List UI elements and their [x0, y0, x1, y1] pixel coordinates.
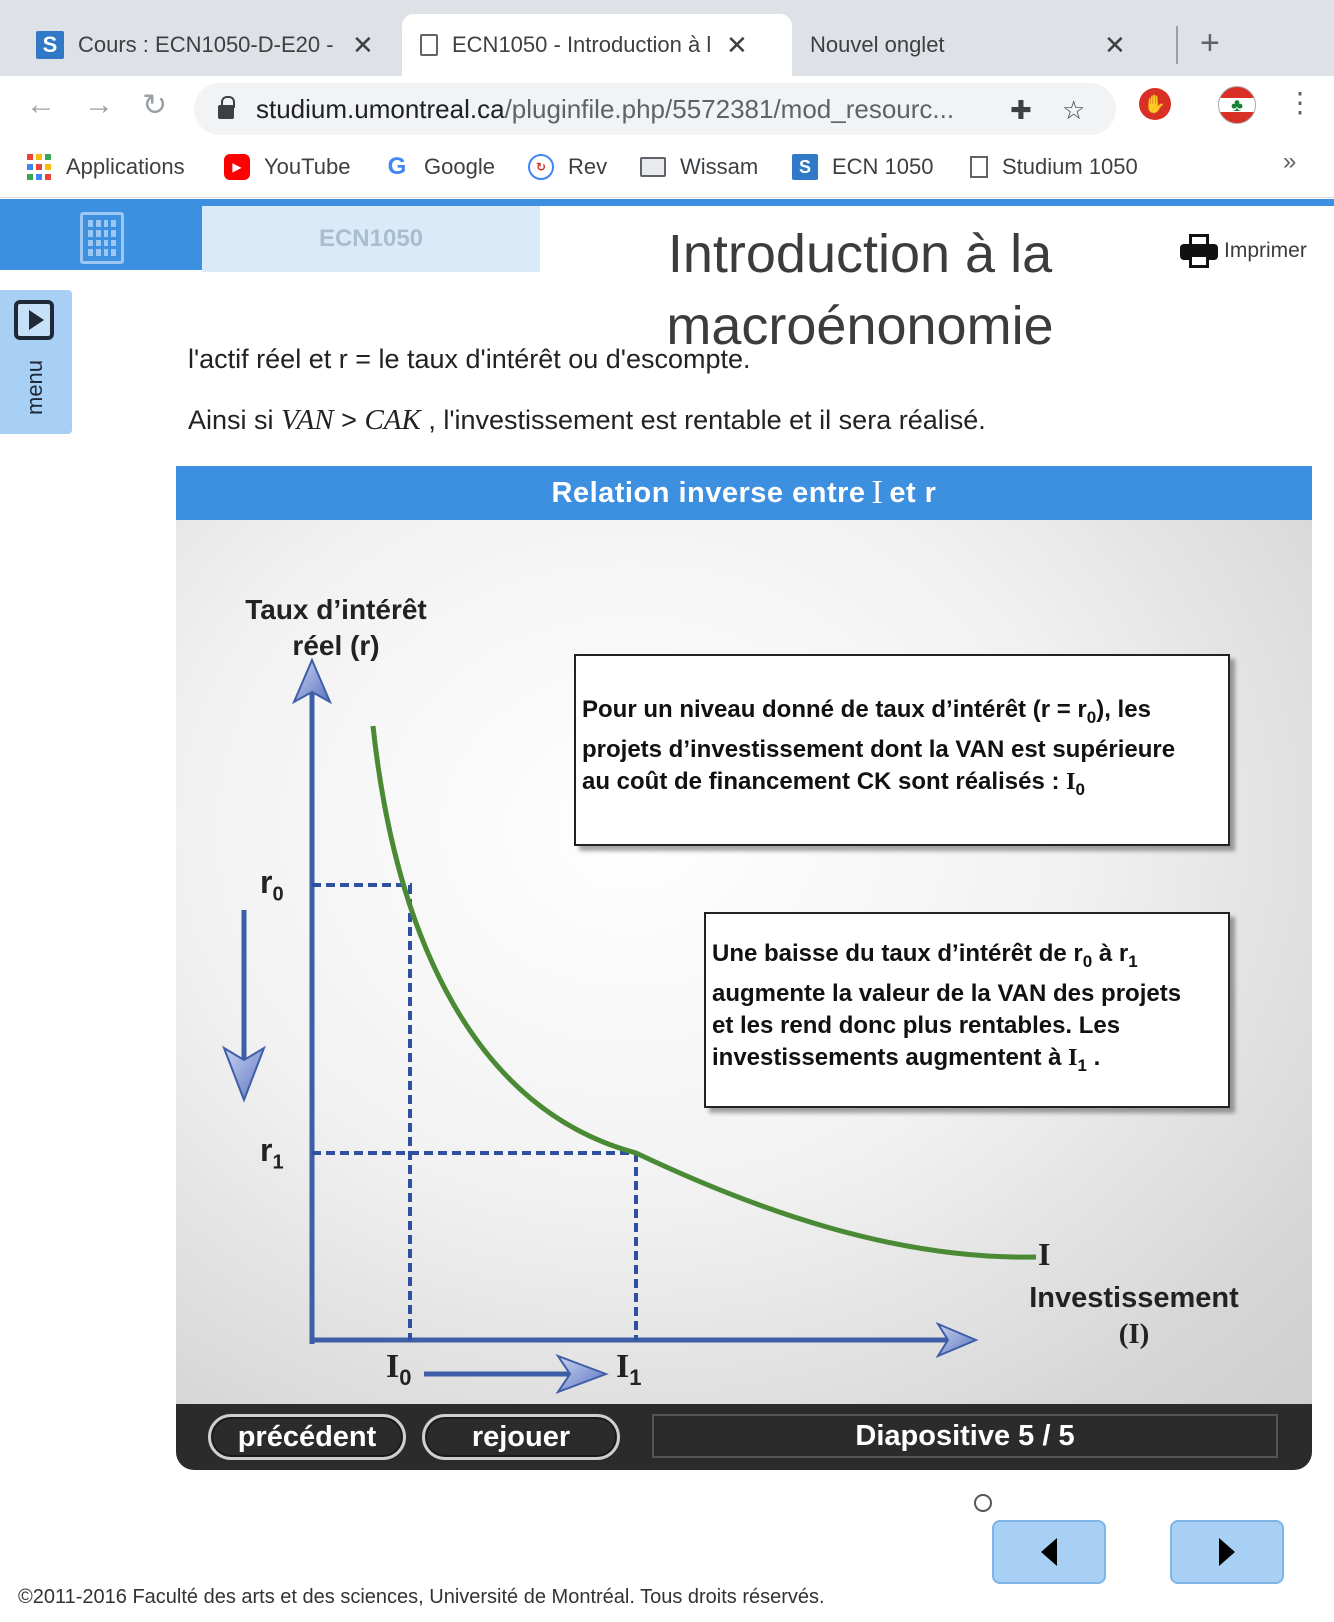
menu-kebab-icon[interactable]: ⋮: [1286, 87, 1314, 118]
chevron-left-icon: [1041, 1538, 1057, 1566]
chevron-right-icon: [1219, 1538, 1235, 1566]
profile-avatar[interactable]: ♣: [1218, 86, 1256, 124]
forward-arrow-icon[interactable]: →: [84, 88, 114, 121]
r1-tick-label: $r_1$: [260, 1132, 284, 1174]
home-block[interactable]: [0, 206, 202, 270]
replay-button[interactable]: rejouer: [422, 1414, 620, 1460]
printer-icon: [1180, 234, 1218, 268]
s-favicon-icon: S: [792, 154, 818, 180]
extension-puzzle-icon[interactable]: ✚: [1010, 95, 1032, 125]
header-accent-bar: [0, 199, 1334, 206]
x-axis-label: Investissement (I): [1029, 1282, 1239, 1350]
r0-tick-label: $r_0$: [260, 864, 284, 906]
copyright-footer: ©2011-2016 Faculté des arts et des sciences, Université de Montréal. Tous droits réservés.: [18, 1586, 825, 1608]
bookmark-wissam[interactable]: Wissam: [640, 154, 758, 180]
slide-player: [176, 466, 1312, 1470]
prev-page-button[interactable]: [992, 1520, 1106, 1584]
document-icon: [970, 156, 988, 178]
bookmark-google[interactable]: G Google: [384, 154, 495, 180]
apps-icon: [26, 154, 52, 180]
new-tab-button[interactable]: +: [1200, 24, 1220, 62]
tab-title: Cours : ECN1050-D-E20 -: [78, 32, 334, 57]
course-tab[interactable]: ECN1050: [202, 206, 540, 272]
slide-controls: [176, 1404, 1312, 1470]
folder-icon: [640, 157, 666, 177]
search-icon[interactable]: [974, 1494, 992, 1512]
rev-icon: ↻: [528, 154, 554, 180]
annotation-box-r0: Pour un niveau donné de taux d’intérêt $(r = r_0)$, les projets d’investissement dont la VAN est supérieure au coût de financement CK sont réalisés : $I_0$: [574, 654, 1230, 846]
page-title: Introduction à la macroénonomie: [666, 224, 1054, 356]
previous-button[interactable]: précédent: [208, 1414, 406, 1460]
s-favicon-icon: S: [36, 31, 64, 59]
bookmark-applications[interactable]: Applications: [26, 154, 185, 180]
bookmark-rev[interactable]: ↻ Rev: [528, 154, 607, 180]
i0-tick-label: $I_0$: [386, 1348, 412, 1390]
curve-label: I: [1038, 1236, 1051, 1272]
print-button[interactable]: Imprimer: [1180, 234, 1307, 268]
star-icon[interactable]: ☆: [1062, 95, 1086, 125]
annotation-box-r1: Une baisse du taux d’intérêt de $r_0$ à $r_1$ augmente la valeur de la VAN des projets et les rend donc plus rentables. Les investissements augmentent à $I_1$ .: [704, 912, 1230, 1108]
next-page-button[interactable]: [1170, 1520, 1284, 1584]
reload-icon[interactable]: ↻: [142, 89, 168, 122]
tab-title: ECN1050 - Introduction à l: [452, 32, 712, 57]
building-icon: [80, 212, 124, 264]
browser-tab-new[interactable]: [792, 14, 1164, 76]
browser-toolbar: [0, 76, 1334, 142]
close-icon[interactable]: ✕: [1104, 29, 1126, 60]
y-axis-label: Taux d’intérêt réel (r): [245, 594, 427, 661]
paragraph: l'actif réel et r = le taux d'intérêt ou d'escompte.: [188, 344, 751, 374]
bookmark-ecn1050[interactable]: S ECN 1050: [792, 154, 934, 180]
bookmark-studium1050[interactable]: Studium 1050: [970, 154, 1138, 180]
bookmark-youtube[interactable]: ▶ YouTube: [224, 154, 350, 180]
chart-canvas: [176, 520, 1312, 1404]
bookmarks-bar: [0, 142, 1334, 198]
close-icon[interactable]: ✕: [352, 29, 374, 60]
tab-title: Nouvel onglet: [810, 32, 945, 57]
browser-tab-ecn1050[interactable]: [402, 14, 792, 76]
menu-label: menu: [22, 359, 47, 415]
slide-counter: Diapositive 5 / 5: [652, 1414, 1278, 1458]
lock-icon: [218, 105, 234, 119]
bookmarks-overflow-button[interactable]: »: [1283, 148, 1297, 175]
browser-tabstrip: [0, 0, 1334, 76]
back-arrow-icon[interactable]: ←: [26, 88, 56, 121]
browser-tab-cours[interactable]: [18, 14, 394, 76]
tab-separator: [1176, 26, 1178, 64]
google-icon: G: [387, 153, 407, 180]
play-icon: [14, 300, 54, 340]
address-bar[interactable]: [194, 83, 1116, 135]
adblock-icon[interactable]: ✋: [1139, 88, 1171, 120]
url-text: studium.umontreal.ca/pluginfile.php/5572381/mod_resourc...: [256, 93, 955, 124]
slide-title: Relation inverse entre I et r: [176, 466, 1312, 520]
paragraph: Ainsi si VAN > CAK , l'investissement est rentable et il sera réalisé.: [188, 404, 986, 436]
document-icon: [420, 34, 438, 56]
side-menu-tab[interactable]: [0, 290, 72, 434]
i1-tick-label: $I_1$: [616, 1348, 642, 1390]
youtube-icon: ▶: [224, 154, 250, 180]
close-icon[interactable]: ✕: [726, 29, 748, 60]
